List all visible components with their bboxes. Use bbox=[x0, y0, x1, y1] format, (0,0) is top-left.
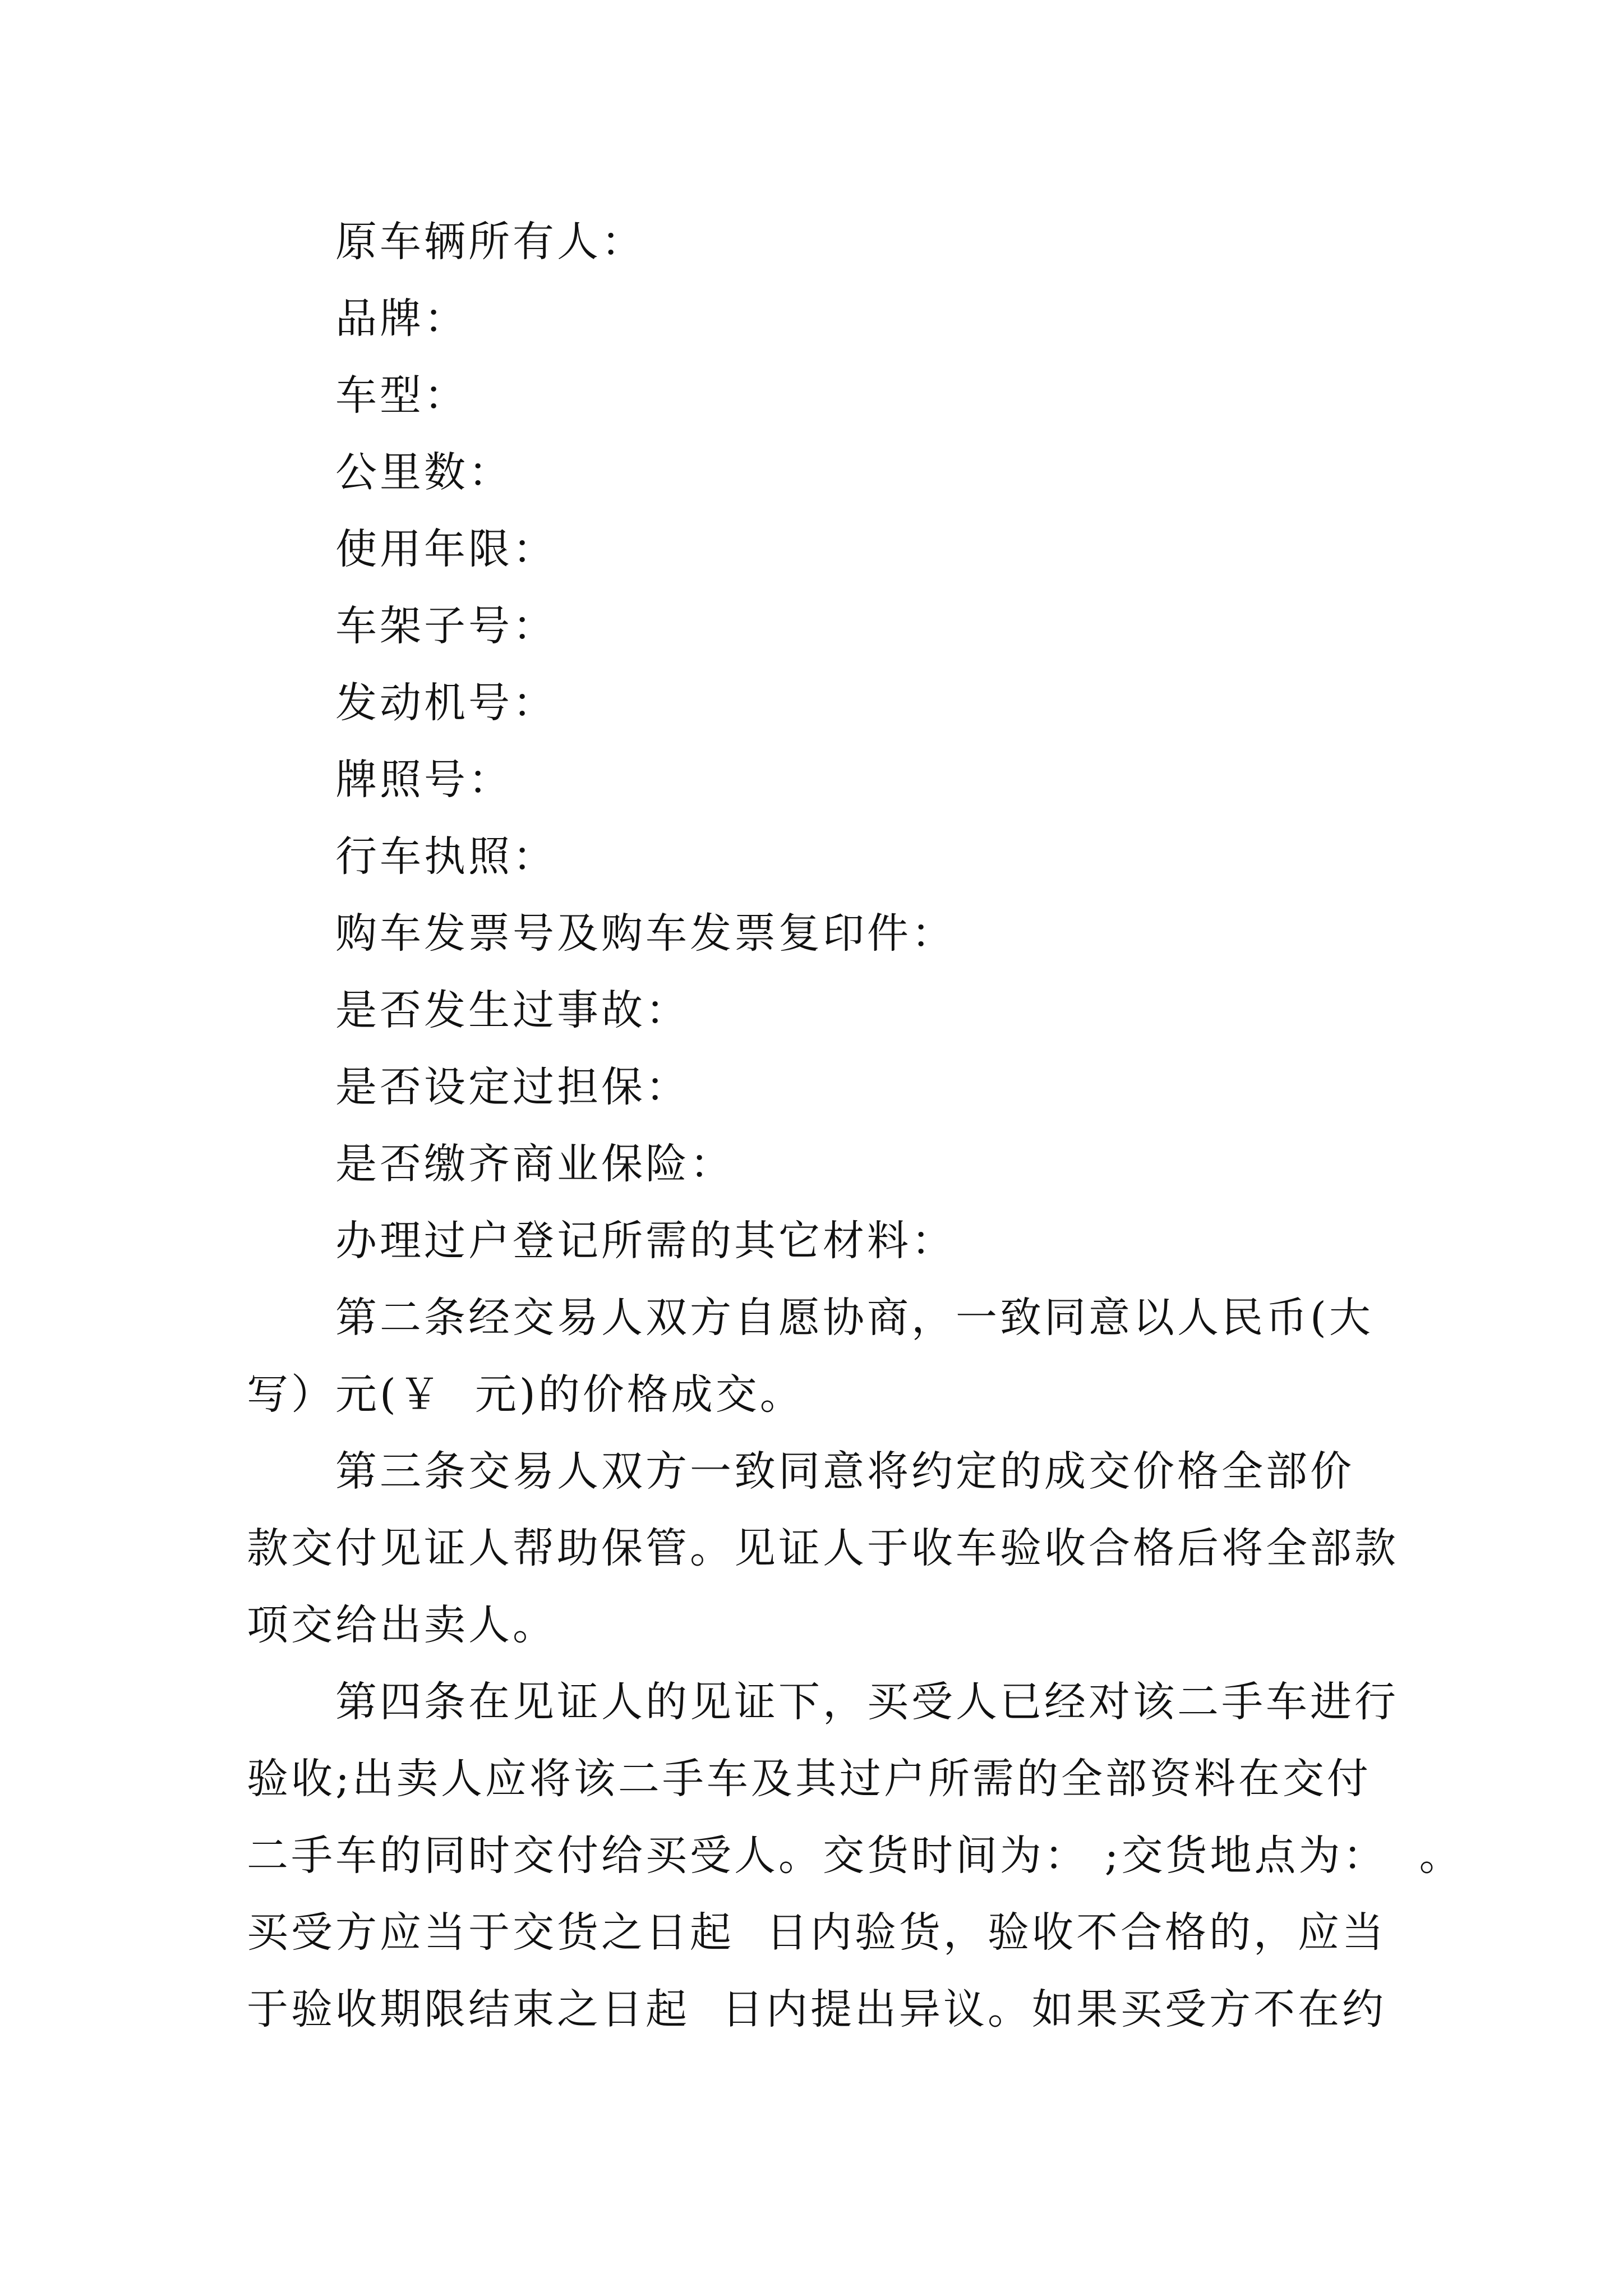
article-2-line-2: 写）元(￥ 元)的价格成交。 bbox=[247, 1370, 804, 1419]
article-4-line-1: 第四条在见证人的见证下，买受人已经对该二手车进行 bbox=[335, 1678, 1399, 1726]
article-4-line-5: 于验收期限结束之日起 日内提出异议。如果买受方不在约 bbox=[247, 1985, 1387, 2033]
field-plate-number: 牌照号： bbox=[335, 756, 513, 804]
article-3-line-1: 第三条交易人双方一致同意将约定的成交价格全部价 bbox=[335, 1447, 1354, 1496]
field-insurance: 是否缴齐商业保险： bbox=[335, 1140, 734, 1188]
article-3-line-3: 项交给出卖人。 bbox=[247, 1601, 557, 1649]
field-brand: 品牌： bbox=[335, 295, 468, 343]
field-invoice: 购车发票号及购车发票复印件： bbox=[335, 909, 956, 958]
article-4-line-3: 二手车的同时交付给买受人。交货时间为： ;交货地点为： 。 bbox=[247, 1832, 1464, 1880]
field-driving-license: 行车执照： bbox=[335, 832, 557, 881]
field-guarantee: 是否设定过担保： bbox=[335, 1063, 690, 1111]
field-model: 车型： bbox=[335, 371, 468, 420]
field-original-owner: 原车辆所有人： bbox=[335, 218, 645, 266]
article-2 bbox=[247, 1280, 1382, 1433]
article-4-line-2: 验收;出卖人应将该二手车及其过户所需的全部资料在交付 bbox=[247, 1755, 1371, 1803]
field-mileage: 公里数： bbox=[335, 448, 513, 496]
article-2-line-1: 第二条经交易人双方自愿协商，一致同意以人民币(大 bbox=[335, 1294, 1373, 1342]
field-accident: 是否发生过事故： bbox=[335, 986, 690, 1034]
article-4 bbox=[247, 1664, 1464, 2048]
article-3-line-2: 款交付见证人帮助保管。见证人于收车验收合格后将全部款 bbox=[247, 1524, 1399, 1572]
field-transfer-materials: 办理过户登记所需的其它材料： bbox=[335, 1217, 956, 1265]
article-3 bbox=[247, 1433, 1399, 1664]
article-4-line-4: 买受方应当于交货之日起 日内验货，验收不合格的，应当 bbox=[247, 1908, 1387, 1957]
field-frame-number: 车架子号： bbox=[335, 602, 557, 650]
field-engine-number: 发动机号： bbox=[335, 679, 557, 727]
contract-body bbox=[247, 204, 1464, 2048]
field-years-in-use: 使用年限： bbox=[335, 525, 557, 573]
